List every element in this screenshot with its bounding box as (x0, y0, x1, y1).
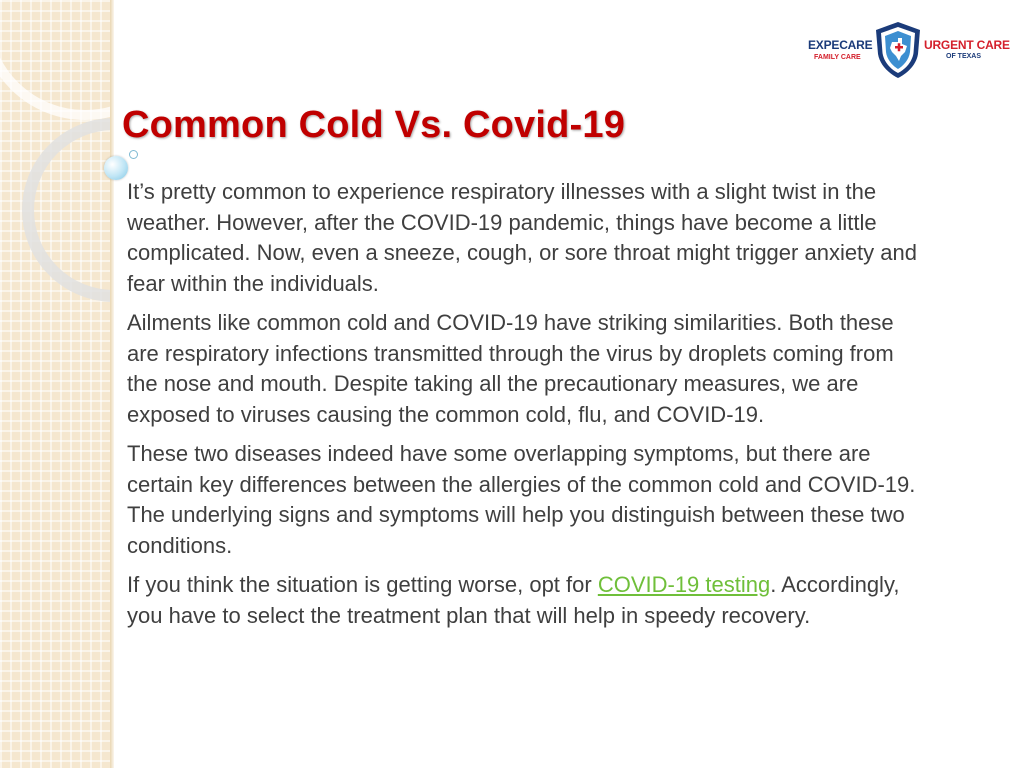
logo-left-text: EXPECARE (808, 38, 873, 52)
page-title: Common Cold Vs. Covid-19 (122, 104, 626, 146)
covid-testing-link[interactable]: COVID-19 testing (597, 572, 771, 597)
body-content (127, 177, 927, 640)
paragraph-similarities: Ailments like common cold and COVID-19 have striking similarities. Both these are respiratory infections transmitted through the virus by droplets coming from the nose and mouth. Despite taking all the precautionary measures, we are exposed to viruses causing the common cold, flu, and COVID-19. (127, 310, 894, 427)
paragraph-testing-start: If you think the situation is getting worse, opt for (127, 572, 598, 597)
logo-right-subtext: OF TEXAS (946, 53, 982, 60)
logo-left-subtext: FAMILY CARE (814, 54, 861, 61)
decorative-bubble (104, 156, 128, 180)
paragraph-testing (127, 570, 927, 631)
paragraph-differences: These two diseases indeed have some overlapping symptoms, but there are certain key differences between the allergies of the common cold and COVID-19. The underlying signs and symptoms will help you distinguish between these two conditions. (127, 441, 916, 558)
paragraph-intro: It’s pretty common to experience respiratory illnesses with a slight twist in the weather. However, after the COVID-19 pandemic, things have become a little complicated. Now, even a sneeze, cough, or sore throat might trigger anxiety and fear within the individuals. (127, 179, 917, 296)
decorative-arc (0, 0, 112, 120)
decorative-arc (22, 118, 112, 302)
company-logo (806, 20, 1011, 82)
decorative-side-strip (0, 0, 112, 768)
decorative-bubble-small (129, 150, 138, 159)
logo-right-text: URGENT CARE (924, 38, 1010, 52)
paragraph-testing-end: . Accordingly, you have to select the treatment plan that will help in speedy recovery. (127, 572, 900, 628)
strip-divider (110, 0, 114, 768)
shield-texas-icon (872, 20, 924, 80)
